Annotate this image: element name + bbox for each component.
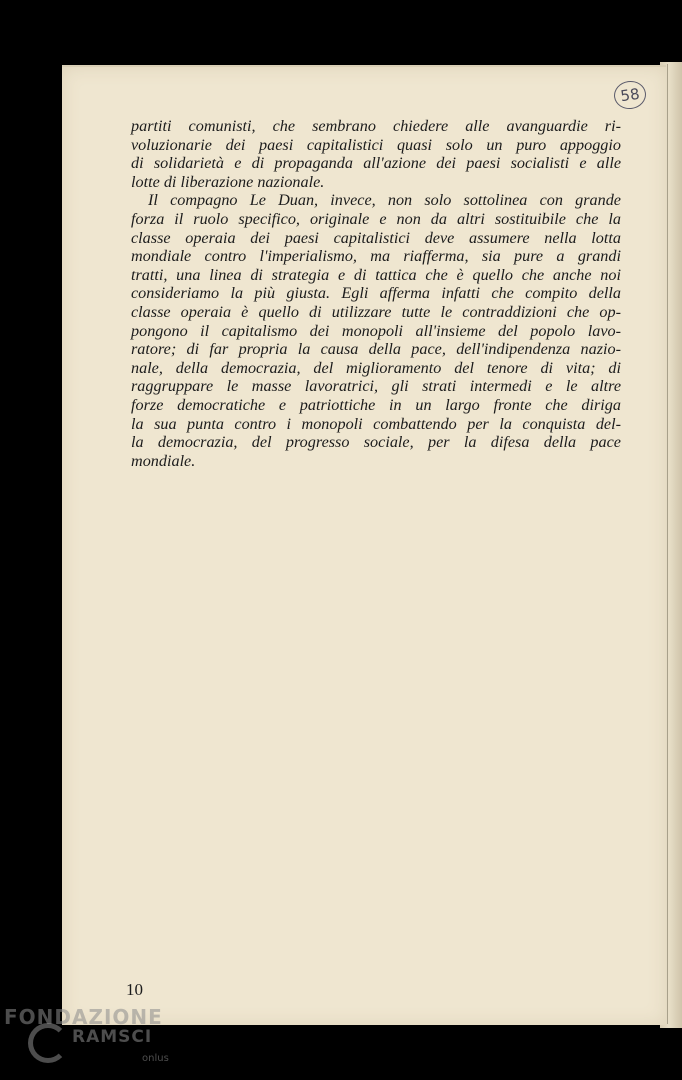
text-line: la democrazia, del progresso sociale, per la difesa della pace	[131, 433, 621, 452]
watermark-line1: FONDAZIONE	[4, 1005, 163, 1029]
text-line: Il compagno Le Duan, invece, non solo sottolinea con grande	[148, 191, 621, 210]
page-number: 10	[126, 980, 143, 999]
text-line: tratti, una linea di strategia e di tattica che è quello che anche noi	[131, 265, 621, 284]
text-line: mondiale contro l'imperialismo, ma riafferma, sia pure a grandi	[131, 247, 621, 266]
text-line: classe operaia è quello di utilizzare tutte le contraddizioni che op-	[131, 302, 621, 321]
body-text	[131, 117, 621, 470]
text-line: consideriamo la più giusta. Egli afferma infatti che compito della	[131, 284, 621, 303]
text-line: nale, della democrazia, del miglioramento del tenore di vita; di	[131, 358, 621, 377]
text-line: lotte di liberazione nazionale.	[131, 172, 325, 191]
text-line: ratore; di far propria la causa della pace, dell'indipendenza nazio-	[131, 340, 621, 359]
text-line: la sua punta contro i monopoli combattendo per la conquista del-	[131, 414, 621, 433]
text-line: di solidarietà e di propaganda all'azione dei paesi socialisti e alle	[131, 154, 621, 173]
text-line: pongono il capitalismo dei monopoli all'insieme del popolo lavo-	[131, 321, 621, 340]
text-line: partiti comunisti, che sembrano chiedere alle avanguardie ri-	[131, 117, 621, 135]
page-edge-line	[667, 64, 668, 1024]
watermark-line3: onlus	[142, 1053, 169, 1064]
text-line: raggruppare le masse lavoratrici, gli strati intermedi e le altre	[131, 377, 621, 396]
archive-number: 58	[619, 84, 641, 106]
watermark-g-icon	[28, 1023, 68, 1063]
foundation-watermark-logo	[4, 1005, 174, 1075]
text-line: classe operaia dei paesi capitalistici deve assumere nella lotta	[131, 228, 621, 247]
text-line: forza il ruolo specifico, originale e non da altri sostituibile che la	[131, 209, 621, 228]
watermark-line2: RAMSCI	[72, 1027, 153, 1047]
text-line: voluzionarie dei paesi capitalistici quasi solo un puro appoggio	[131, 135, 621, 154]
text-line: forze democratiche e patriottiche in un largo fronte che diriga	[131, 395, 621, 414]
text-line: mondiale.	[131, 451, 196, 470]
